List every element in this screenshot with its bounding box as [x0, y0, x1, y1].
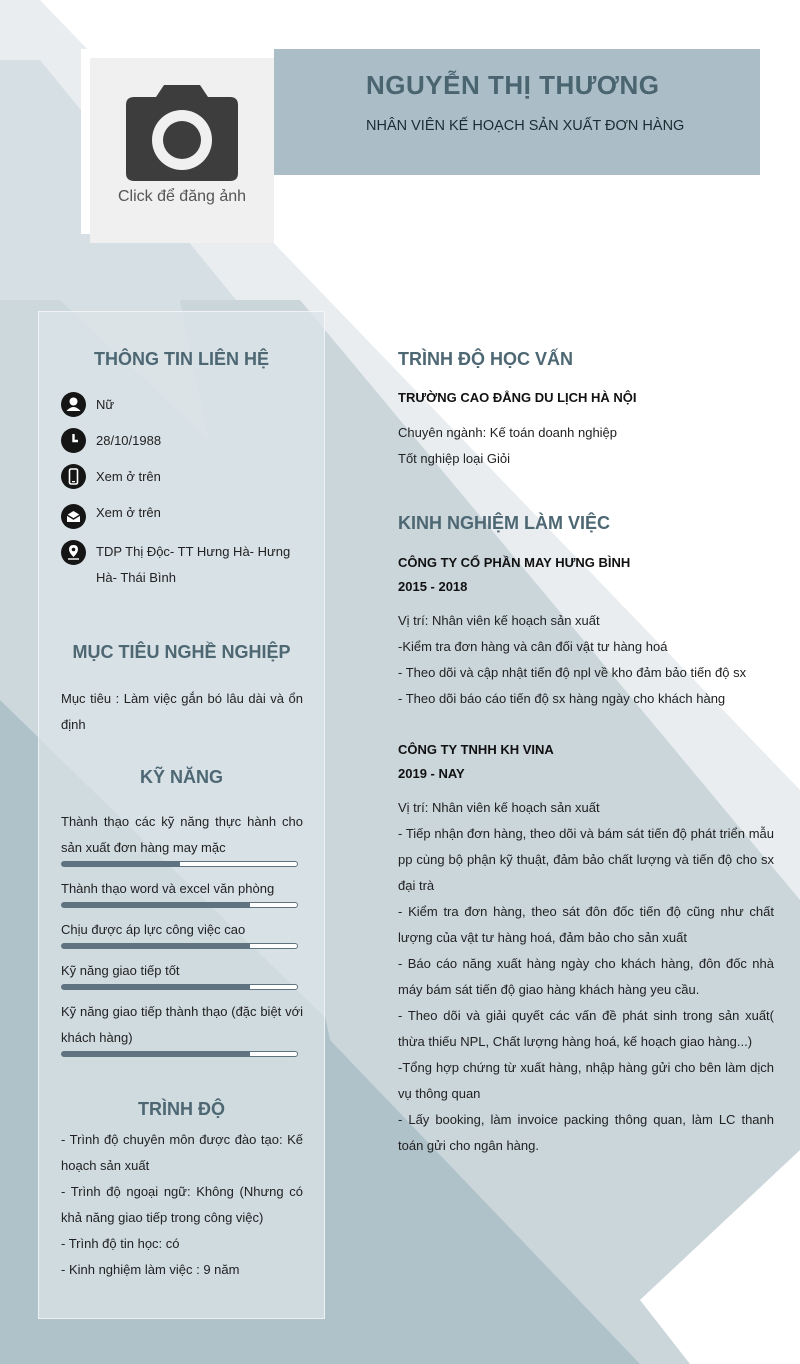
upload-photo-button[interactable]	[90, 58, 274, 243]
company-name: CÔNG TY CỔ PHẦN MAY HƯNG BÌNH	[398, 555, 631, 570]
job-period: 2019 - NAY	[398, 766, 465, 781]
skill-label: Chịu được áp lực công việc cao	[61, 922, 246, 937]
education-major: Chuyên ngành: Kế toán doanh nghiệp	[398, 425, 618, 440]
phone-icon	[61, 464, 86, 489]
job-line: - Lấy booking, làm invoice packing thông quan, làm LC thanh toán gửi cho ngân hàng.	[398, 1112, 774, 1153]
skill-label: Thành thạo các kỹ năng thực hành cho sản xuất đơn hàng may mặc	[61, 814, 303, 855]
skill-bar	[61, 861, 298, 867]
clock-icon	[61, 428, 86, 453]
contact-text: 28/10/1988	[96, 433, 162, 448]
skill-bar-remaining	[250, 944, 297, 948]
skills-title: KỸ NĂNG	[139, 767, 223, 787]
job-line: Vị trí: Nhân viên kế hoạch sản xuất	[398, 613, 600, 628]
skill-bar-remaining	[180, 862, 298, 866]
skill-label: Kỹ năng giao tiếp tốt	[61, 963, 180, 978]
skill-bar	[61, 902, 298, 908]
camera-icon	[126, 85, 238, 181]
skill-label: Thành thạo word và excel văn phòng	[61, 881, 275, 896]
job-line: - Theo dõi báo cáo tiến độ sx hàng ngày cho khách hàng	[398, 691, 726, 706]
location-icon	[61, 540, 86, 565]
qualification-line: - Trình độ tin học: có	[61, 1236, 180, 1251]
contact-title: THÔNG TIN LIÊN HỆ	[94, 349, 269, 369]
skill-bar-remaining	[250, 903, 297, 907]
contact-text: Nữ	[96, 397, 115, 412]
job-title: NHÂN VIÊN KẾ HOẠCH SẢN XUẤT ĐƠN HÀNG	[366, 118, 685, 134]
job-line: - Báo cáo năng xuất hàng ngày cho khách hàng, đôn đốc nhà máy bám sát tiến độ giao hàng khách hàng yeu cầu.	[398, 956, 774, 997]
job-line: - Theo dõi và cập nhật tiến độ npl về kho đảm bảo tiến độ sx	[398, 665, 747, 680]
contact-text: Xem ở trên	[96, 505, 161, 520]
school-name: TRƯỜNG CAO ĐẲNG DU LỊCH HÀ NỘI	[398, 390, 637, 405]
education-grade: Tốt nghiệp loại Giỏi	[398, 451, 511, 466]
skill-bar-remaining	[250, 985, 297, 989]
contact-text: TDP Thị Độc- TT Hưng Hà- Hưng Hà- Thái Bình	[96, 544, 291, 585]
education-title: TRÌNH ĐỘ HỌC VẤN	[398, 349, 573, 369]
job-line: -Tổng hợp chứng từ xuất hàng, nhập hàng gửi cho bên làm dịch vụ thông quan	[398, 1060, 774, 1101]
qualification-line: - Kinh nghiệm làm việc : 9 năm	[61, 1262, 240, 1277]
mail-icon	[61, 504, 86, 529]
company-name: CÔNG TY TNHH KH VINA	[398, 742, 554, 757]
skill-bar	[61, 1051, 298, 1057]
contact-text: Xem ở trên	[96, 469, 161, 484]
job-line: Vị trí: Nhân viên kế hoạch sản xuất	[398, 800, 600, 815]
job-line: - Tiếp nhận đơn hàng, theo dõi và bám sát tiến độ phát triển mẫu pp cùng bộ phận kỹ thuật, đảm bảo chất lượng và tiến độ cho sx đại trà	[398, 826, 774, 893]
experience-title: KINH NGHIỆM LÀM VIỆC	[398, 513, 611, 533]
skill-bar-remaining	[250, 1052, 297, 1056]
job-line: - Kiểm tra đơn hàng, theo sát đôn đốc tiến độ cũng như chất lượng của vật tư hàng hoá, đảm bảo cho sản xuất	[398, 904, 774, 945]
header-band	[264, 49, 760, 175]
candidate-name: NGUYỄN THỊ THƯƠNG	[366, 70, 660, 100]
user-icon	[61, 392, 86, 417]
objective-text: Mục tiêu : Làm việc gắn bó lâu dài và ổn định	[61, 691, 303, 732]
skill-label: Kỹ năng giao tiếp thành thạo (đặc biệt với khách hàng)	[61, 1004, 303, 1045]
skill-bar	[61, 984, 298, 990]
job-line: -Kiểm tra đơn hàng và cân đối vật tư hàng hoá	[398, 639, 668, 654]
photo-caption: Click để đăng ảnh	[117, 188, 247, 205]
qualification-line: - Trình độ chuyên môn được đào tạo: Kế hoạch sản xuất	[61, 1132, 303, 1173]
skill-bar	[61, 943, 298, 949]
objective-title: MỤC TIÊU NGHỀ NGHIỆP	[72, 642, 291, 662]
qualification-title: TRÌNH ĐỘ	[138, 1099, 225, 1119]
job-period: 2015 - 2018	[398, 579, 468, 594]
qualification-line: - Trình độ ngoại ngữ: Không (Nhưng có khả năng giao tiếp trong công việc)	[61, 1184, 303, 1225]
job-line: - Theo dõi và giải quyết các vấn đề phát sinh trong sản xuất( thừa thiếu NPL, Chất lượng hàng hoá, kế hoạch giao hàng...)	[398, 1008, 774, 1049]
